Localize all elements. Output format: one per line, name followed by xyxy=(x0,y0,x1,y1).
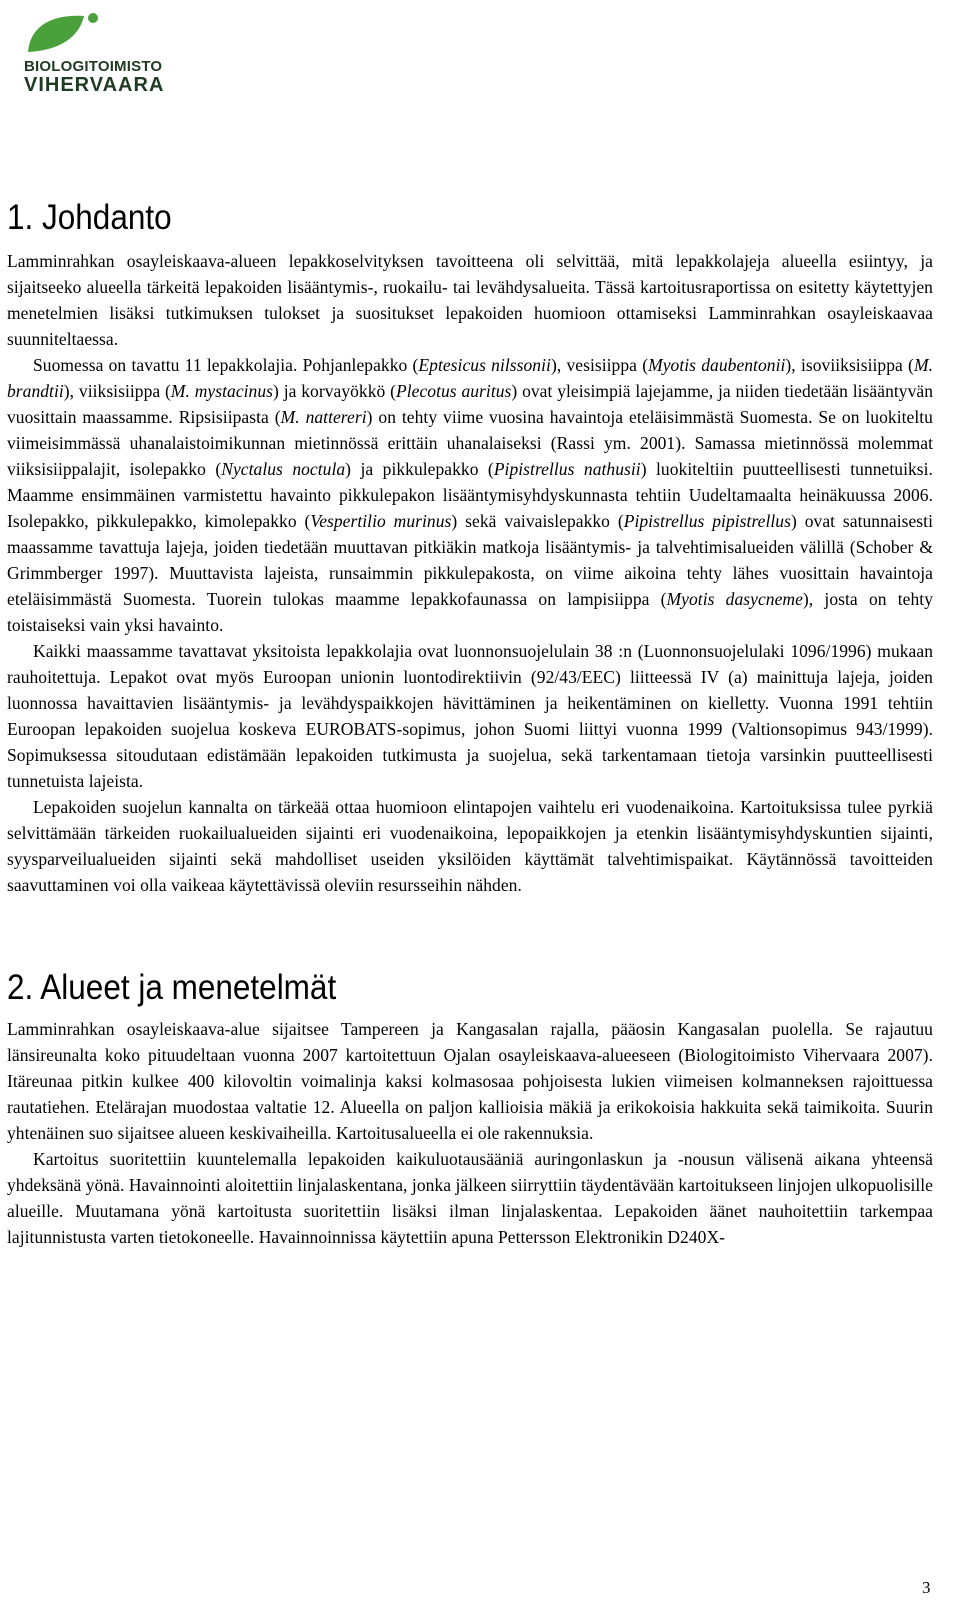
section-heading-areas-methods: 2. Alueet ja menetelmät xyxy=(7,968,337,1007)
paragraph-intro-4: Lepakoiden suojelun kannalta on tärkeää ottaa huomioon elintapojen vaihtelu eri vuodenaikoina. Kartoituksissa tulee pyrkiä selvittämään tärkeiden ruokailualueiden sijainti eri vuodenaikoina, lepopaikkojen ja etenkin lisääntymisyhdyskuntien sijainti, syysparveilualueiden sijainti sekä mahdolliset useiden yksilöiden käyttämät talvehtimispaikat. Käytännössä tavoitteiden saavuttaminen voi olla vaikeaa käytettävissä oleviin resursseihin nähden. xyxy=(7,797,933,895)
species-name: Plecotus auritus xyxy=(396,381,512,401)
paragraph-intro-1: Lamminrahkan osayleiskaava-alueen lepakkoselvityksen tavoitteena oli selvittää, mitä lepakkolajeja alueella esiintyy, ja sijaitseeko alueella tärkeitä lepakoiden lisääntymis-, ruokailu- tai levähdysalueita. Tässä kartoitusraportissa on esitetty käytettyjen menetelmien lisäksi tutkimuksen tulokset ja suositukset lepakoiden huomioon ottamiseksi Lamminrahkan osayleiskaavaa suunniteltaessa. xyxy=(7,251,933,349)
company-logo xyxy=(22,8,182,98)
species-name: Pipistrellus nathusii xyxy=(493,459,641,479)
paragraph-intro-2: Suomessa on tavattu 11 lepakkolajia. Pohjanlepakko (Eptesicus nilssonii), vesisiippa (Myotis daubentonii), isoviiksisiippa (M. brandtii), viiksisiippa (M. mystacinus) ja korvayökkö (Plecotus auritus) ovat yleisimpiä lajejamme, ja niiden tiedetään lisääntyvän vuosittain maassamme. Ripsisiipasta (M. nattereri) on tehty viime vuosina havaintoja eteläisimmästä Suomesta. Se on luokiteltu viimeisimmässä uhanalaistoimikunnan mietinnössä erittäin uhanalaiseksi (Rassi ym. 2001). Samassa mietinnössä molemmat viiksisiippalajit, isolepakko (Nyctalus noctula) ja pikkulepakko (Pipistrellus nathusii) luokiteltiin puutteellisesti tunnetuiksi. Maamme ensimmäinen varmistettu havainto pikkulepakon lisääntymisyhdyskunnasta tehtiin Uudeltamaalta heinäkuussa 2006. Isolepakko, pikkulepakko, kimolepakko (Vespertilio murinus) sekä vaivaislepakko (Pipistrellus pipistrellus) ovat satunnaisesti maassamme tavattuja lajeja, joiden tiedetään muuttavan pitkiäkin matkoja lisääntymis- ja talvehtimisalueiden välillä (Schober & Grimmberger 1997). Muuttavista lajeista, runsaimmin pikkulepakosta, on viime aikoina tehty lähes vuosittain havaintoja eteläisimmästä Suomesta. Tuorein tulokas maamme lepakkofaunassa on lampisiippa (Myotis dasycneme), josta on tehty toistaiseksi vain yksi havainto. xyxy=(7,355,933,635)
paragraph-intro-3: Kaikki maassamme tavattavat yksitoista lepakkolajia ovat luonnonsuojelulain 38 :n (Luonnonsuojelulaki 1096/1996) mukaan rauhoitettuja. Lepakot ovat myös Euroopan unionin luontodirektiivin (92/43/EEC) liitteessä IV (a) mainittuja lajeja, joiden luonnossa havaittavien lisääntymis- ja levähdyspaikkojen hävittäminen ja heikentäminen on kielletty. Vuonna 1991 tehtiin Euroopan lepakoiden suojelua koskeva EUROBATS-sopimus, johon Suomi liittyi vuonna 1999 (Valtionsopimus 943/1999). Sopimuksessa sitoudutaan edistämään lepakoiden tutkimusta ja suojelua, sekä tarkentamaan tietoja varsinkin puutteellisesti tunnetuista lajeista. xyxy=(7,641,933,791)
species-name: Nyctalus noctula xyxy=(221,459,346,479)
document-body xyxy=(7,196,933,1250)
paragraph-methods-1: Lamminrahkan osayleiskaava-alue sijaitsee Tampereen ja Kangasalan rajalla, pääosin Kangasalan puolella. Se rajautuu länsireunalta koko pituudeltaan vuonna 2007 kartoitettuun Ojalan osayleiskaava-alueeseen (Biologitoimisto Vihervaara 2007). Itäreunaa pitkin kulkee 400 kilovoltin voimalinja kaksi kolmasosaa pohjoisesta lukien viimeisen kolmanneksen rajoittuessa rautatiehen. Etelärajan muodostaa valtatie 12. Alueella on paljon kallioisia mäkiä ja erikokoisia hakkuita sekä taimikoita. Suurin yhtenäinen suo sijaitsee alueen keskivaiheilla. Kartoitusalueella ei ole rakennuksia. xyxy=(7,1019,933,1143)
species-name: M. brandtii xyxy=(7,355,933,401)
section-heading-introduction: 1. Johdanto xyxy=(7,198,172,237)
logo-text-line2: VIHERVAARA xyxy=(24,74,165,96)
species-name: Myotis dasycneme xyxy=(666,589,803,609)
page-number: 3 xyxy=(922,1578,931,1597)
species-name: M. mystacinus xyxy=(170,381,274,401)
species-name: Vespertilio murinus xyxy=(310,511,452,531)
species-name: Myotis daubentonii xyxy=(648,355,786,375)
species-name: Eptesicus nilssonii xyxy=(418,355,551,375)
leaf-logo-icon xyxy=(22,8,122,58)
species-name: Pipistrellus pipistrellus xyxy=(623,511,791,531)
logo-text-line1: BIOLOGITOIMISTO xyxy=(24,58,163,75)
paragraph-methods-2: Kartoitus suoritettiin kuuntelemalla lepakoiden kaikuluotausääniä auringonlaskun ja -nousun välisenä aikana yhteensä yhdeksänä yönä. Havainnointi aloitettiin linjalaskentana, jonka jälkeen siirryttiin täydentävään kartoitukseen linjojen ulkopuolisille alueille. Muutamana yönä kartoitusta suoritettiin lisäksi ilman linjalaskentaa. Lepakoiden äänet nauhoitettiin tarkempaa lajitunnistusta varten tietokoneelle. Havainnoinnissa käytettiin apuna Pettersson Elektronikin D240X- xyxy=(7,1149,933,1247)
species-name: M. nattereri xyxy=(280,407,367,427)
